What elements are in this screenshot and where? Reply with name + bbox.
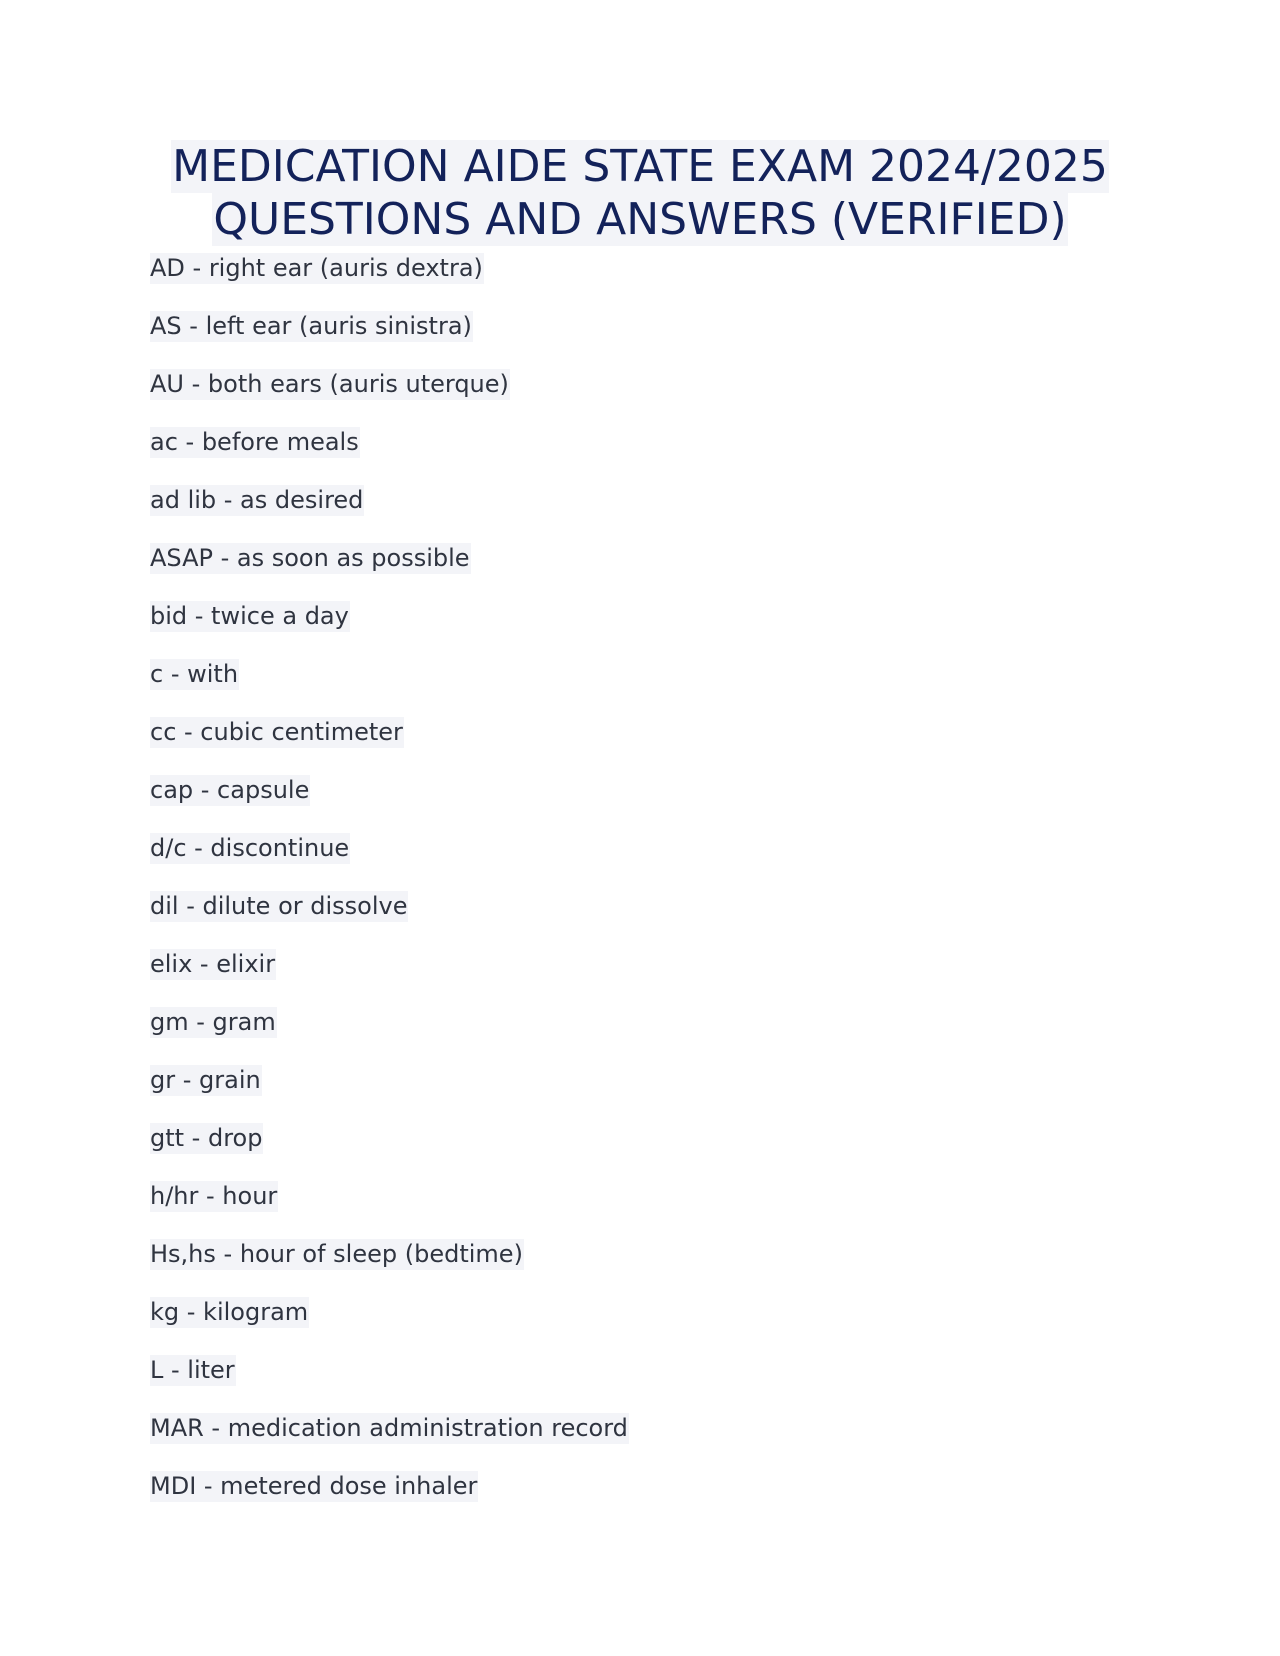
list-item <box>150 659 1130 717</box>
entry-text: gm - gram <box>150 1008 276 1036</box>
list-item <box>150 1297 1130 1355</box>
entry-text: gr - grain <box>150 1066 261 1094</box>
abbreviation-list <box>150 253 1130 1529</box>
entry-text: AS - left ear (auris sinistra) <box>150 312 472 340</box>
list-item <box>150 717 1130 775</box>
list-item <box>150 775 1130 833</box>
list-item <box>150 949 1130 1007</box>
list-item <box>150 1239 1130 1297</box>
list-item <box>150 891 1130 949</box>
entry-text: Hs,hs - hour of sleep (bedtime) <box>150 1240 523 1268</box>
list-item <box>150 1181 1130 1239</box>
entry-text: AD - right ear (auris dextra) <box>150 254 483 282</box>
entry-text: d/c - discontinue <box>150 834 350 862</box>
entry-text: dil - dilute or dissolve <box>150 892 408 920</box>
entry-text: kg - kilogram <box>150 1298 309 1326</box>
entry-text: h/hr - hour <box>150 1182 278 1210</box>
list-item <box>150 833 1130 891</box>
entry-text: L - liter <box>150 1356 235 1384</box>
entry-text: AU - both ears (auris uterque) <box>150 370 509 398</box>
document-title <box>150 140 1130 246</box>
list-item <box>150 1355 1130 1413</box>
list-item <box>150 1123 1130 1181</box>
list-item <box>150 601 1130 659</box>
list-item <box>150 427 1130 485</box>
entry-text: elix - elixir <box>150 950 276 978</box>
entry-text: bid - twice a day <box>150 602 349 630</box>
list-item <box>150 253 1130 311</box>
list-item <box>150 369 1130 427</box>
list-item <box>150 311 1130 369</box>
title-line-1: MEDICATION AIDE STATE EXAM 2024/2025 <box>172 141 1108 192</box>
entry-text: cc - cubic centimeter <box>150 718 403 746</box>
list-item <box>150 1065 1130 1123</box>
entry-text: ac - before meals <box>150 428 359 456</box>
entry-text: MDI - metered dose inhaler <box>150 1472 478 1500</box>
list-item <box>150 1007 1130 1065</box>
list-item <box>150 1471 1130 1529</box>
list-item <box>150 543 1130 601</box>
entry-text: ad lib - as desired <box>150 486 364 514</box>
title-line-2: QUESTIONS AND ANSWERS (VERIFIED) <box>213 194 1067 245</box>
entry-text: ASAP - as soon as possible <box>150 544 470 572</box>
entry-text: c - with <box>150 660 239 688</box>
entry-text: MAR - medication administration record <box>150 1414 628 1442</box>
entry-text: cap - capsule <box>150 776 310 804</box>
list-item <box>150 1413 1130 1471</box>
entry-text: gtt - drop <box>150 1124 263 1152</box>
list-item <box>150 485 1130 543</box>
